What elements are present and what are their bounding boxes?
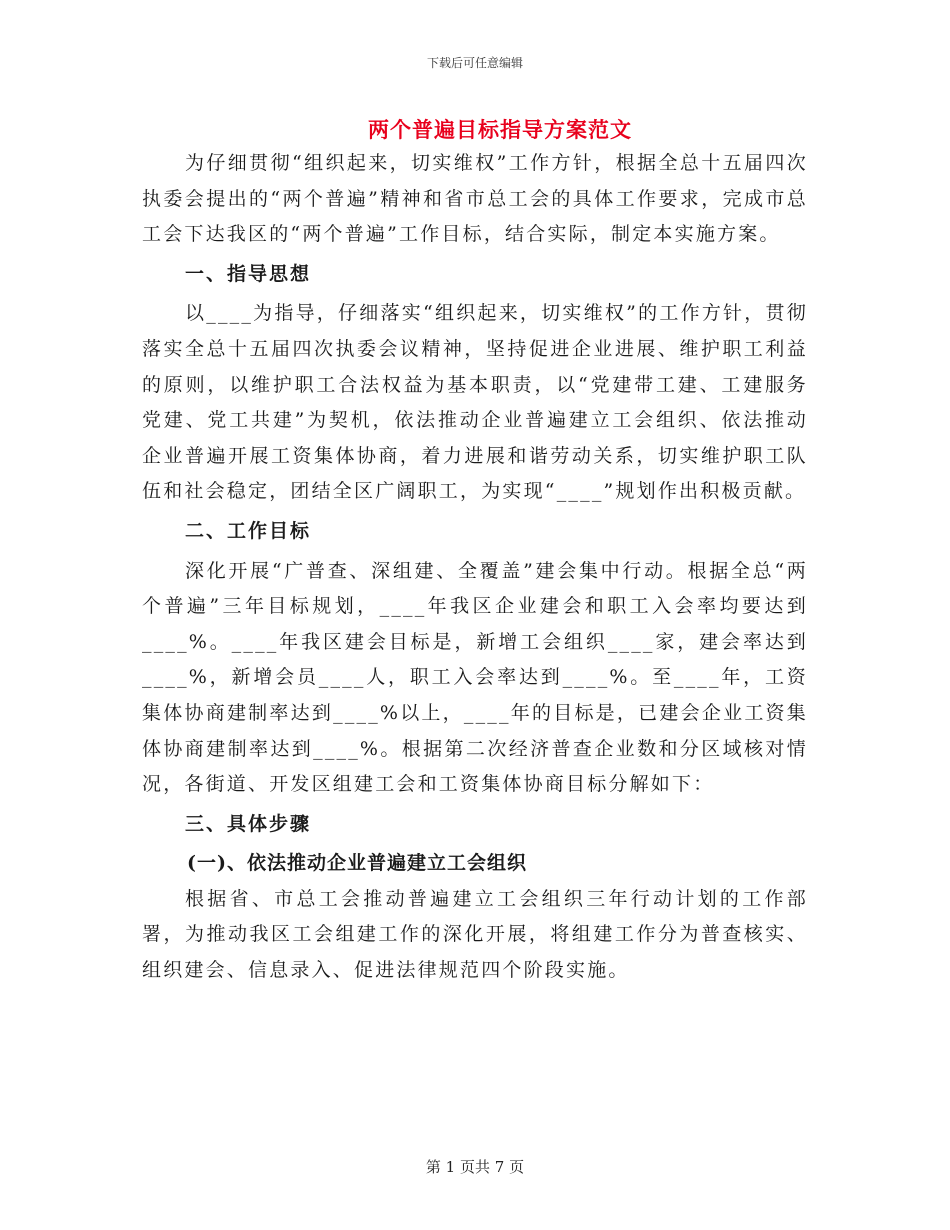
intro-paragraph: 为仔细贯彻“组织起来，切实维权”工作方针，根据全总十五届四次执委会提出的“两个普遍”精神和省市总工会的具体工作要求，完成市总工会下达我区的“两个普遍”工作目标，结合实际，制定本实施方案。 — [142, 152, 808, 246]
section-heading-specific-steps: 三、具体步骤 — [185, 812, 312, 835]
document-body — [142, 146, 808, 989]
page-number-indicator: 第 1 页共 7 页 — [425, 1158, 525, 1176]
section-heading-work-goals: 二、工作目标 — [185, 519, 312, 542]
section-body-work-goals: 深化开展“广普查、深组建、全覆盖”建会集中行动。根据全总“两个普遍”三年目标规划，____年我区企业建会和职工入会率均要达到____%。____年我区建会目标是，新增工会组织____家，建会率达到____%，新增会员____人，职工入会率达到____%。至____年，工资集体协商建制率达到____%以上，____年的目标是，已建会企业工资集体协商建制率达到____%。根据第二次经济普查企业数和分区域核对情况，各街道、开发区组建工会和工资集体协商目标分解如下： — [142, 559, 808, 796]
section-body-guiding-ideology: 以____为指导，仔细落实“组织起来，切实维权”的工作方针，贯彻落实全总十五届四次执委会议精神，坚持促进企业进展、维护职工利益的原则，以维护职工合法权益为基本职责，以“党建带工建、工建服务党建、党工共建”为契机，依法推动企业普遍建立工会组织、依法推动企业普遍开展工资集体协商，着力进展和谐劳动关系，切实维护职工队伍和社会稳定，团结全区广阔职工，为实现“____”规划作出积极贡献。 — [142, 302, 808, 503]
document-title: 两个普遍目标指导方案范文 — [368, 117, 632, 142]
page-header-note: 下载后可任意编辑 — [426, 56, 523, 70]
section-heading-guiding-ideology: 一、指导思想 — [185, 262, 312, 285]
subsection-heading-establish-unions: (一)、依法推动企业普遍建立工会组织 — [187, 852, 527, 875]
subsection-body-establish-unions: 根据省、市总工会推动普遍建立工会组织三年行动计划的工作部署，为推动我区工会组建工作的深化开展，将组建工作分为普查核实、组织建会、信息录入、促进法律规范四个阶段实施。 — [142, 887, 808, 982]
